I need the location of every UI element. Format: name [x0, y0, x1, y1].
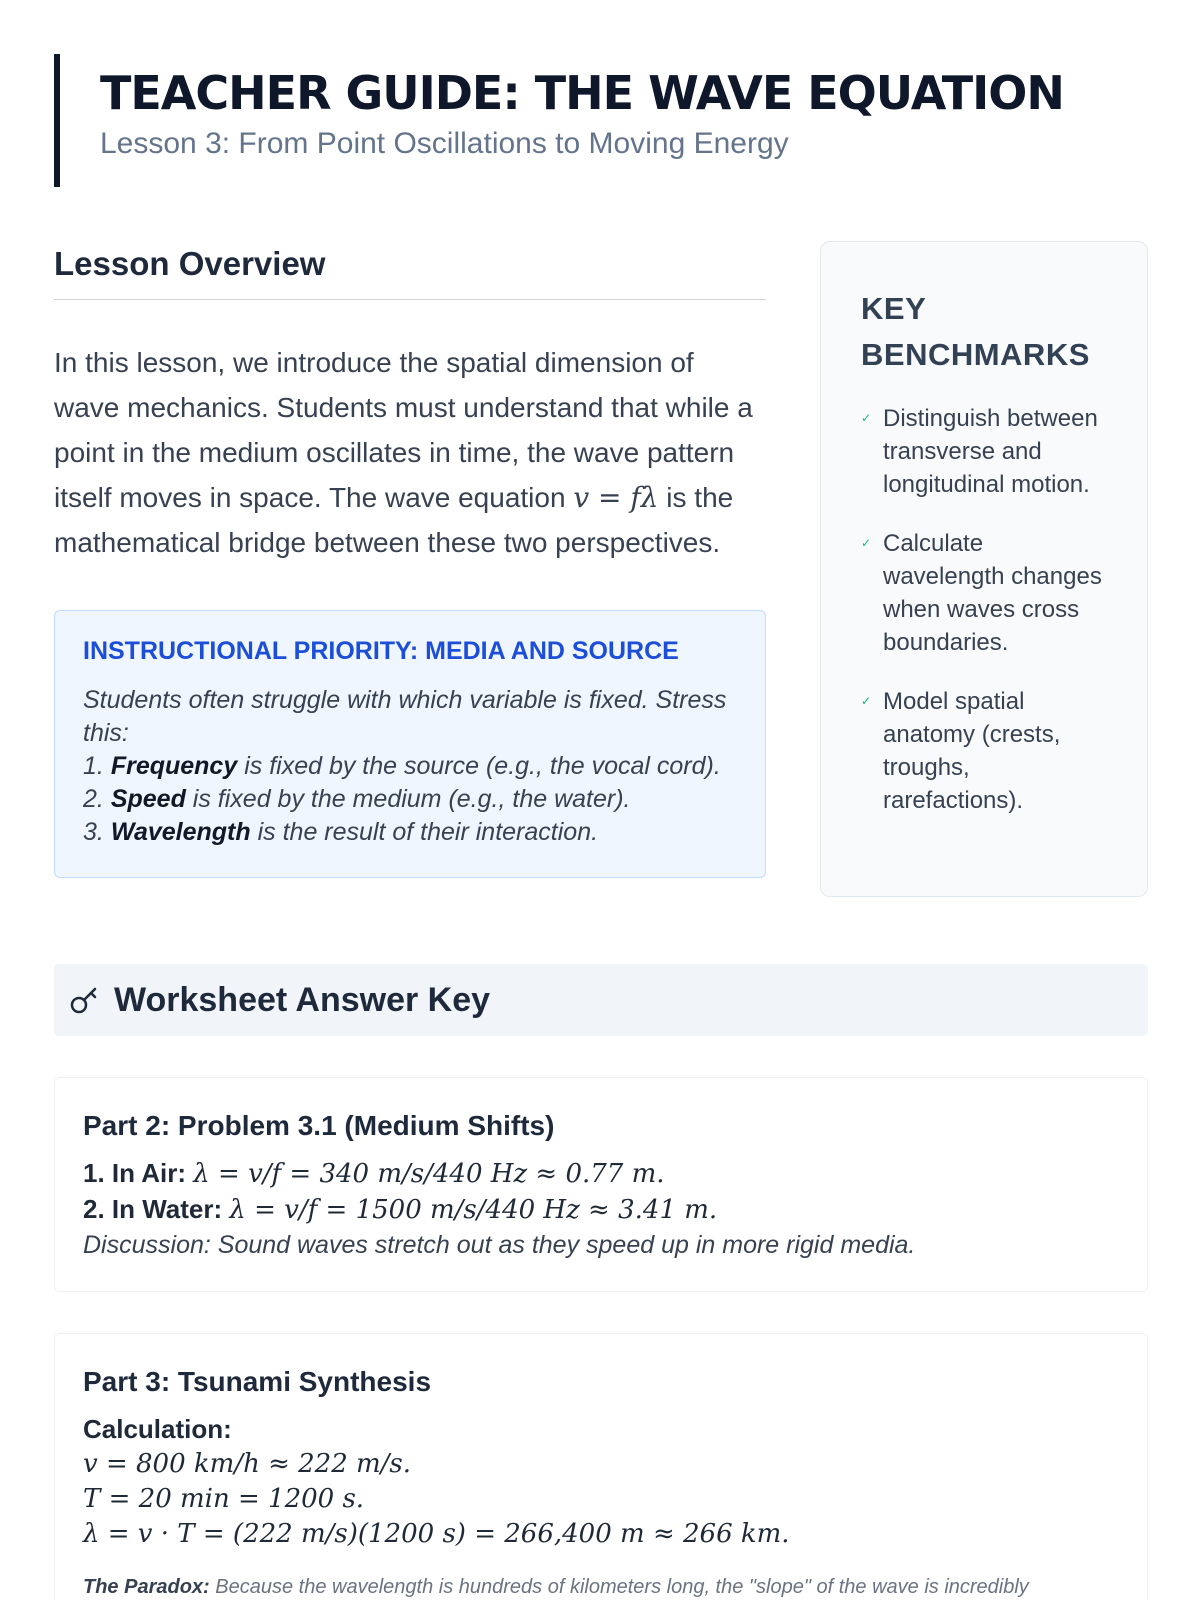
- priority-item-text: is fixed by the medium (e.g., the water).: [185, 785, 631, 813]
- document-header: [54, 54, 1154, 187]
- priority-item-number: 1.: [83, 752, 104, 780]
- benchmark-item: [861, 685, 1107, 817]
- priority-item: [83, 816, 737, 849]
- calculation-line: T = 20 min = 1200 s.: [83, 1484, 365, 1514]
- benchmarks-heading-line: BENCHMARKS: [861, 337, 1090, 372]
- answer-math: λ = v/f = 340 m/s/440 Hz ≈ 0.77 m.: [193, 1159, 665, 1189]
- answer-label: 1. In Air:: [83, 1158, 187, 1188]
- page-title: TEACHER GUIDE: THE WAVE EQUATION: [100, 66, 1064, 120]
- calculation-line: v = 800 km/h ≈ 222 m/s.: [83, 1449, 412, 1479]
- priority-heading: INSTRUCTIONAL PRIORITY: MEDIA AND SOURCE: [83, 637, 679, 665]
- check-icon: ✓: [861, 694, 872, 708]
- priority-item: [83, 750, 737, 783]
- part2-answer-card: [54, 1077, 1148, 1292]
- benchmark-text: Distinguish between transverse and longitudinal motion.: [883, 405, 1098, 498]
- overview-paragraph: [54, 340, 766, 565]
- answer-label: 2. In Water:: [83, 1194, 223, 1224]
- part2-heading: Part 2: Problem 3.1 (Medium Shifts): [83, 1110, 555, 1141]
- key-icon: [68, 984, 100, 1016]
- overview-heading: Lesson Overview: [54, 245, 766, 300]
- priority-item-text: is fixed by the source (e.g., the vocal cord).: [237, 752, 721, 780]
- priority-item-term: Speed: [110, 785, 186, 813]
- lesson-overview: [54, 245, 766, 565]
- benchmarks-list: [861, 402, 1107, 817]
- answer-key-header: [54, 964, 1148, 1036]
- priority-item-text: is the result of their interaction.: [250, 818, 599, 846]
- check-icon: ✓: [861, 536, 872, 550]
- overview-text-2: is the mathematical bridge between these two perspectives.: [54, 482, 734, 558]
- priority-item-term: Frequency: [110, 752, 238, 780]
- benchmarks-heading: [861, 286, 1107, 378]
- answer-line: [83, 1156, 1119, 1192]
- calculation-label: [83, 1412, 1119, 1447]
- part3-heading: Part 3: Tsunami Synthesis: [83, 1366, 432, 1397]
- page-subtitle: Lesson 3: From Point Oscillations to Moving Energy: [100, 126, 789, 160]
- priority-item-number: 2.: [83, 785, 104, 813]
- instructional-priority-callout: [54, 610, 766, 878]
- benchmarks-heading-line: KEY: [861, 291, 927, 326]
- priority-body: [83, 684, 737, 849]
- part3-answer-card: [54, 1333, 1148, 1600]
- benchmark-item: [861, 527, 1107, 659]
- wave-equation: v = fλ: [573, 481, 659, 514]
- priority-item-number: 3.: [83, 818, 104, 846]
- priority-intro: Students often struggle with which variable is fixed. Stress this:: [83, 686, 727, 747]
- answer-line: [83, 1192, 1119, 1228]
- discussion-note: Discussion: Sound waves stretch out as they speed up in more rigid media.: [83, 1231, 916, 1259]
- calculation-label-text: Calculation:: [83, 1414, 232, 1444]
- paradox-text: Because the wavelength is hundreds of kilometers long, the "slope" of the wave is incredibly: [209, 1576, 1029, 1598]
- priority-item-term: Wavelength: [110, 818, 251, 846]
- benchmark-text: Calculate wavelength changes when waves cross boundaries.: [883, 530, 1102, 656]
- benchmark-text: Model spatial anatomy (crests, troughs, rarefactions).: [883, 688, 1061, 814]
- check-icon: ✓: [861, 411, 872, 425]
- answer-math: λ = v/f = 1500 m/s/440 Hz ≈ 3.41 m.: [229, 1195, 718, 1225]
- priority-item: [83, 783, 737, 816]
- benchmark-item: [861, 402, 1107, 501]
- paradox-label: The Paradox:: [83, 1576, 210, 1598]
- answer-key-title: Worksheet Answer Key: [114, 980, 491, 1019]
- paradox-note: [83, 1576, 1119, 1599]
- overview-text-1: In this lesson, we introduce the spatial dimension of wave mechanics. Students must understand that while a point in the medium oscillates in time, the wave pattern itself moves in space. The wave equation: [54, 347, 753, 513]
- calculation-line: λ = v · T = (222 m/s)(1200 s) = 266,400 m ≈ 266 km.: [83, 1519, 790, 1549]
- key-benchmarks-panel: [820, 241, 1148, 897]
